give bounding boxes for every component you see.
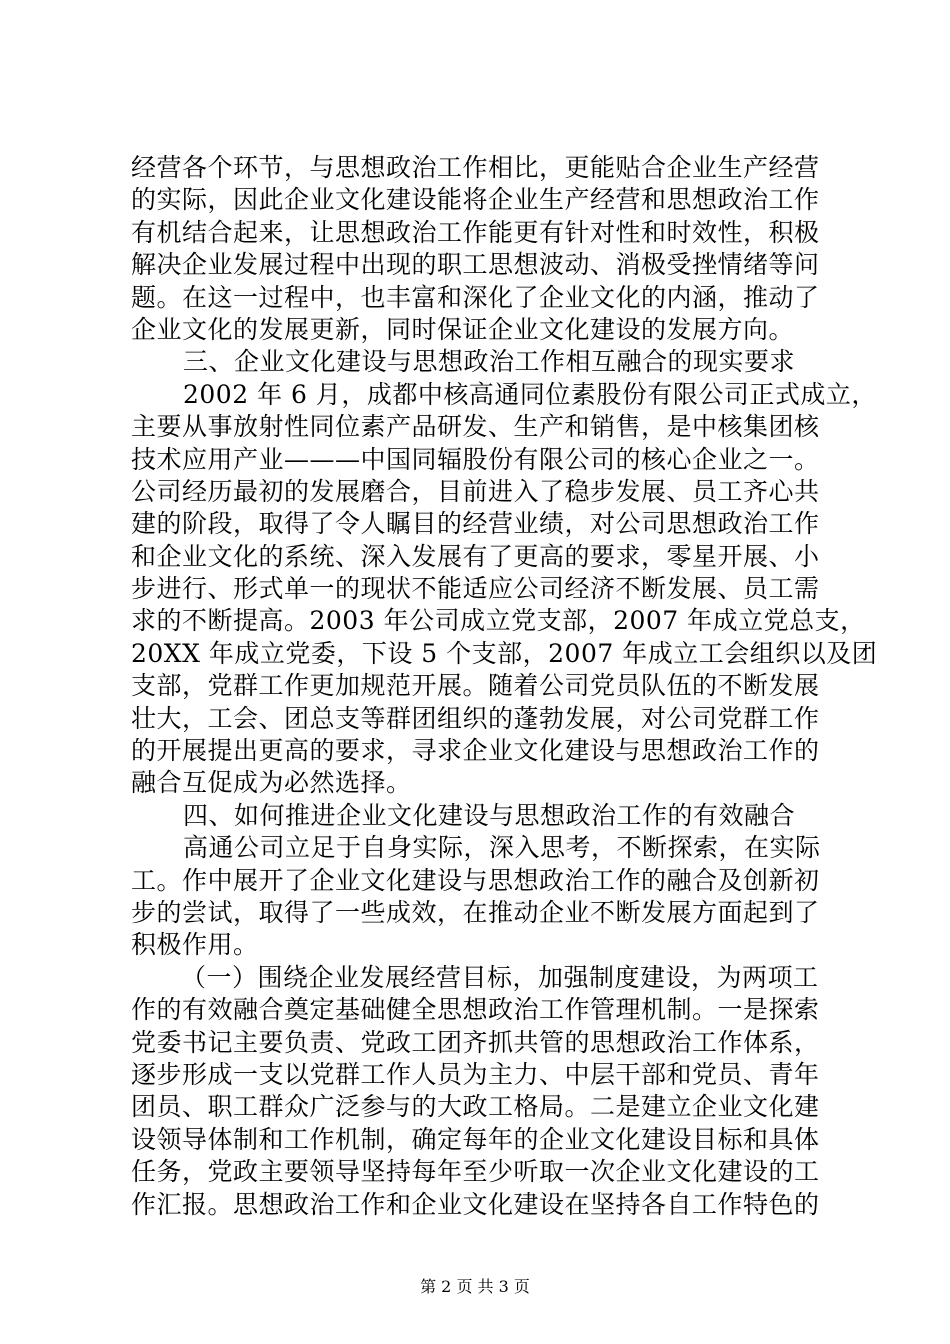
text-line: 公司经历最初的发展磨合，目前进入了稳步发展、员工齐心共 <box>131 476 820 506</box>
text-line: 高通公司立足于自身实际，深入思考，不断探索，在实际 <box>183 833 821 863</box>
page-number: 第 2 页 共 3 页 <box>420 1277 530 1296</box>
text-line: 步进行、形式单一的现状不能适应公司经济不断发展、员工需 <box>131 574 820 604</box>
text-line: 解决企业发展过程中出现的职工思想波动、消极受挫情绪等问 <box>131 250 820 280</box>
text-line: 任务，党政主要领导坚持每年至少听取一次企业文化建设的工 <box>131 1157 820 1187</box>
section-heading: 四、如何推进企业文化建设与思想政治工作的有效融合 <box>183 800 796 830</box>
text-line: 支部，党群工作更加规范开展。随着公司党员队伍的不断发展 <box>131 671 820 701</box>
text-line: 作的有效融合奠定基础健全思想政治工作管理机制。一是探索 <box>131 995 820 1025</box>
text-line: 经营各个环节，与思想政治工作相比，更能贴合企业生产经营 <box>131 153 820 182</box>
text-line: 的实际，因此企业文化建设能将企业生产经营和思想政治工作 <box>131 185 820 215</box>
text-line: 和企业文化的系统、深入发展有了更高的要求，零星开展、小 <box>131 541 820 571</box>
section-heading: 三、企业文化建设与思想政治工作相互融合的现实要求 <box>183 347 796 377</box>
text-line: 有机结合起来，让思想政治工作能更有针对性和时效性，积极 <box>131 217 820 247</box>
text-line: 20XX 年成立党委，下设 5 个支部，2007 年成立工会组织以及团 <box>131 638 878 668</box>
document-body <box>131 152 878 1221</box>
text-line: 2002 年 6 月，成都中核高通同位素股份有限公司正式成立， <box>183 379 877 409</box>
text-line: 步的尝试，取得了一些成效，在推动企业不断发展方面起到了 <box>131 897 820 927</box>
text-line: 壮大，工会、团总支等群团组织的蓬勃发展，对公司党群工作 <box>131 703 820 733</box>
page-footer <box>0 1274 950 1297</box>
text-line: 主要从事放射性同位素产品研发、生产和销售，是中核集团核 <box>131 412 820 442</box>
text-line: 团员、职工群众广泛参与的大政工格局。二是建立企业文化建 <box>131 1092 820 1122</box>
text-line: 积极作用。 <box>131 930 259 960</box>
text-line: 企业文化的发展更新，同时保证企业文化建设的发展方向。 <box>131 314 795 344</box>
text-line: 的开展提出更高的要求，寻求企业文化建设与思想政治工作的 <box>131 736 820 766</box>
text-line: 建的阶段，取得了令人瞩目的经营业绩，对公司思想政治工作 <box>131 509 820 539</box>
text-line: 设领导体制和工作机制，确定每年的企业文化建设目标和具体 <box>131 1124 820 1154</box>
subsection-heading: （一）围绕企业发展经营目标，加强制度建设，为两项工 <box>181 962 819 992</box>
text-line: 题。在这一过程中，也丰富和深化了企业文化的内涵，推动了 <box>131 282 820 312</box>
text-line: 党委书记主要负责、党政工团齐抓共管的思想政治工作体系， <box>131 1027 820 1057</box>
text-line: 求的不断提高。2003 年公司成立党支部，2007 年成立党总支， <box>131 606 866 636</box>
text-line: 逐步形成一支以党群工作人员为主力、中层干部和党员、青年 <box>131 1059 820 1089</box>
text-line: 技术应用产业———中国同辐股份有限公司的核心企业之一。 <box>131 444 820 474</box>
text-line: 作汇报。思想政治工作和企业文化建设在坚持各自工作特色的 <box>131 1189 820 1219</box>
text-line: 融合互促成为必然选择。 <box>131 768 412 798</box>
text-line: 工。作中展开了企业文化建设与思想政治工作的融合及创新初 <box>131 865 820 895</box>
